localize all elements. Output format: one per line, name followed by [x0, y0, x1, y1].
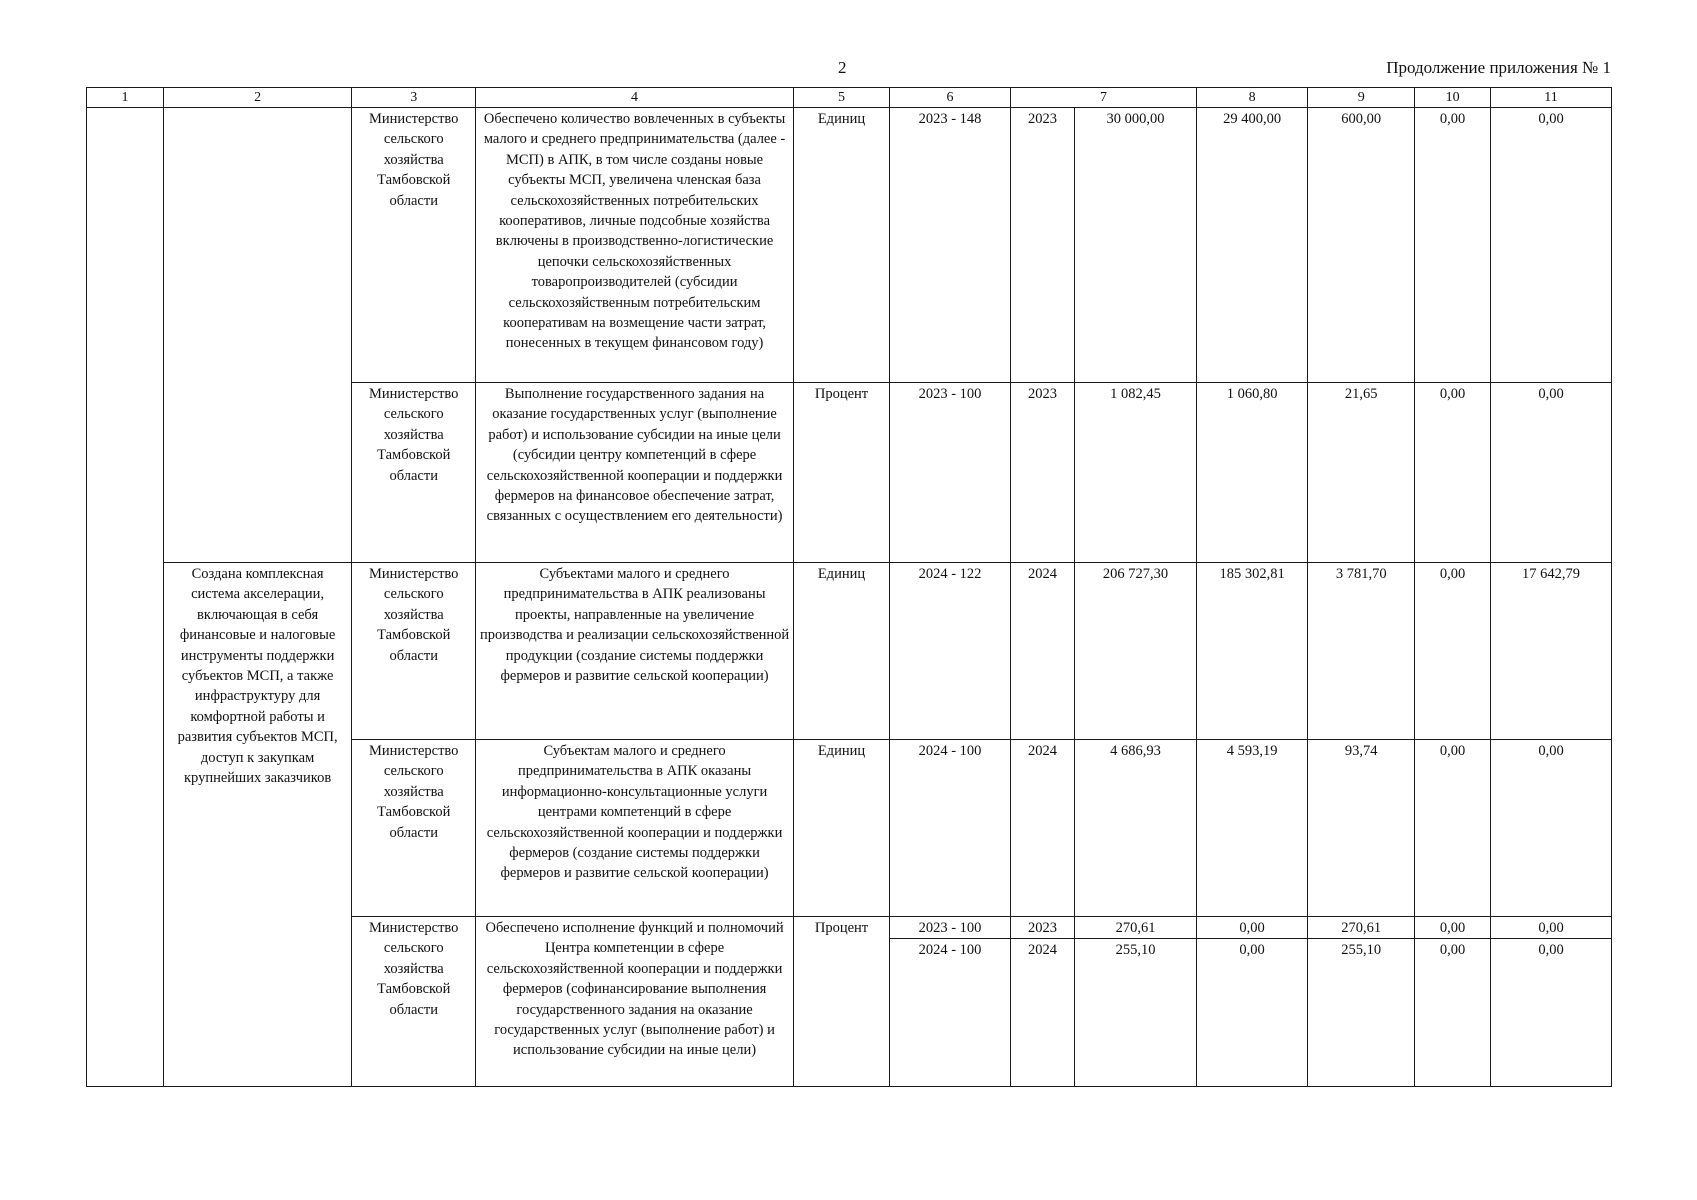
cell-other: 0,00 — [1491, 383, 1612, 563]
column-number: 10 — [1415, 88, 1491, 108]
cell-result: Субъектами малого и среднего предпринимательства в АПК реализованы проекты, направленные на увеличение производства и реализации сельскохозяйственной продукции (создание системы поддержки фермеров и развитие сельской кооперации) — [476, 563, 794, 740]
cell-local: 0,00 — [1415, 383, 1491, 563]
cell-unit: Процент — [793, 383, 889, 563]
cell-result: Обеспечено количество вовлеченных в субъекты малого и среднего предпринимательства (далее - МСП) в АПК, в том числе созданы новые субъекты МСП, увеличена членская база сельскохозяйственных потребительских кооперативов, личные подсобные хозяйства включены в производственно-логистические цепочки сельскохозяйственных товаропроизводителей (субсидии сельскохозяйственным потребительским кооперативам на возмещение части затрат, понесенных в текущем финансовом году) — [476, 108, 794, 383]
cell-target: 2023 - 100 — [890, 383, 1011, 563]
cell-local: 0,00 — [1415, 939, 1491, 1087]
cell-result: Обеспечено исполнение функций и полномочий Центра компетенции в сфере сельскохозяйственной кооперации и поддержки фермеров (софинансирование выполнения государственного задания на оказание государственных услуг (выполнение работ) и использование субсидии на иные цели) — [476, 917, 794, 1087]
cell-col1 — [87, 108, 164, 1087]
cell-total: 206 727,30 — [1075, 563, 1197, 740]
cell-result: Выполнение государственного задания на оказание государственных услуг (выполнение работ) и использование субсидии на иные цели (субсидии центру компетенций в сфере сельскохозяйственной кооперации и поддержки фермеров на финансовое обеспечение затрат, связанных с осуществлением его деятельности) — [476, 383, 794, 563]
cell-total: 4 686,93 — [1075, 740, 1197, 917]
table-row — [87, 108, 1612, 383]
cell-other: 0,00 — [1491, 108, 1612, 383]
cell-federal: 0,00 — [1197, 917, 1308, 939]
cell-total: 1 082,45 — [1075, 383, 1197, 563]
cell-target: 2023 - 148 — [890, 108, 1011, 383]
cell-other: 0,00 — [1491, 917, 1612, 939]
cell-federal: 1 060,80 — [1197, 383, 1308, 563]
cell-target: 2024 - 122 — [890, 563, 1011, 740]
cell-federal: 185 302,81 — [1197, 563, 1308, 740]
column-number: 1 — [87, 88, 164, 108]
column-number: 11 — [1491, 88, 1612, 108]
cell-year: 2024 — [1010, 939, 1074, 1087]
cell-regional: 255,10 — [1308, 939, 1415, 1087]
cell-result: Субъектам малого и среднего предпринимательства в АПК оказаны информационно-консультационные услуги центрами компетенций в сфере сельскохозяйственной кооперации и поддержки фермеров (создание системы поддержки фермеров и развитие сельской кооперации) — [476, 740, 794, 917]
column-number: 2 — [163, 88, 351, 108]
cell-year: 2024 — [1010, 740, 1074, 917]
cell-regional: 3 781,70 — [1308, 563, 1415, 740]
column-number: 3 — [352, 88, 476, 108]
cell-other: 0,00 — [1491, 939, 1612, 1087]
cell-total: 30 000,00 — [1075, 108, 1197, 383]
table-row — [87, 563, 1612, 740]
cell-federal: 4 593,19 — [1197, 740, 1308, 917]
cell-local: 0,00 — [1415, 108, 1491, 383]
appendix-table — [86, 87, 1612, 1087]
cell-other: 0,00 — [1491, 740, 1612, 917]
cell-regional: 21,65 — [1308, 383, 1415, 563]
cell-federal: 0,00 — [1197, 939, 1308, 1087]
cell-local: 0,00 — [1415, 563, 1491, 740]
cell-unit: Процент — [793, 917, 889, 1087]
cell-unit: Единиц — [793, 563, 889, 740]
cell-unit: Единиц — [793, 740, 889, 917]
cell-col2 — [163, 108, 351, 563]
cell-responsible: Министерство сельского хозяйства Тамбовской области — [352, 563, 476, 740]
column-number: 9 — [1308, 88, 1415, 108]
cell-target: 2024 - 100 — [890, 740, 1011, 917]
cell-local: 0,00 — [1415, 917, 1491, 939]
cell-responsible: Министерство сельского хозяйства Тамбовской области — [352, 917, 476, 1087]
column-number: 6 — [890, 88, 1011, 108]
cell-year: 2023 — [1010, 108, 1074, 383]
cell-responsible: Министерство сельского хозяйства Тамбовской области — [352, 383, 476, 563]
cell-target: 2023 - 100 — [890, 917, 1011, 939]
cell-local: 0,00 — [1415, 740, 1491, 917]
cell-responsible: Министерство сельского хозяйства Тамбовской области — [352, 740, 476, 917]
cell-responsible: Министерство сельского хозяйства Тамбовской области — [352, 108, 476, 383]
page-number: 2 — [838, 58, 847, 77]
cell-year: 2024 — [1010, 563, 1074, 740]
column-number: 7 — [1010, 88, 1196, 108]
cell-goal: Создана комплексная система акселерации, включающая в себя финансовые и налоговые инструменты поддержки субъектов МСП, а также инфраструктуру для комфортной работы и развития субъектов МСП, доступ к закупкам крупнейших заказчиков — [163, 563, 351, 1087]
continuation-title: Продолжение приложения № 1 — [1386, 58, 1611, 77]
cell-regional: 93,74 — [1308, 740, 1415, 917]
column-number: 4 — [476, 88, 794, 108]
cell-total: 255,10 — [1075, 939, 1197, 1087]
cell-regional: 270,61 — [1308, 917, 1415, 939]
column-numbers-row — [87, 88, 1612, 108]
cell-target: 2024 - 100 — [890, 939, 1011, 1087]
column-number: 5 — [793, 88, 889, 108]
cell-regional: 600,00 — [1308, 108, 1415, 383]
cell-other: 17 642,79 — [1491, 563, 1612, 740]
cell-year: 2023 — [1010, 383, 1074, 563]
cell-federal: 29 400,00 — [1197, 108, 1308, 383]
cell-unit: Единиц — [793, 108, 889, 383]
cell-year: 2023 — [1010, 917, 1074, 939]
column-number: 8 — [1197, 88, 1308, 108]
cell-total: 270,61 — [1075, 917, 1197, 939]
